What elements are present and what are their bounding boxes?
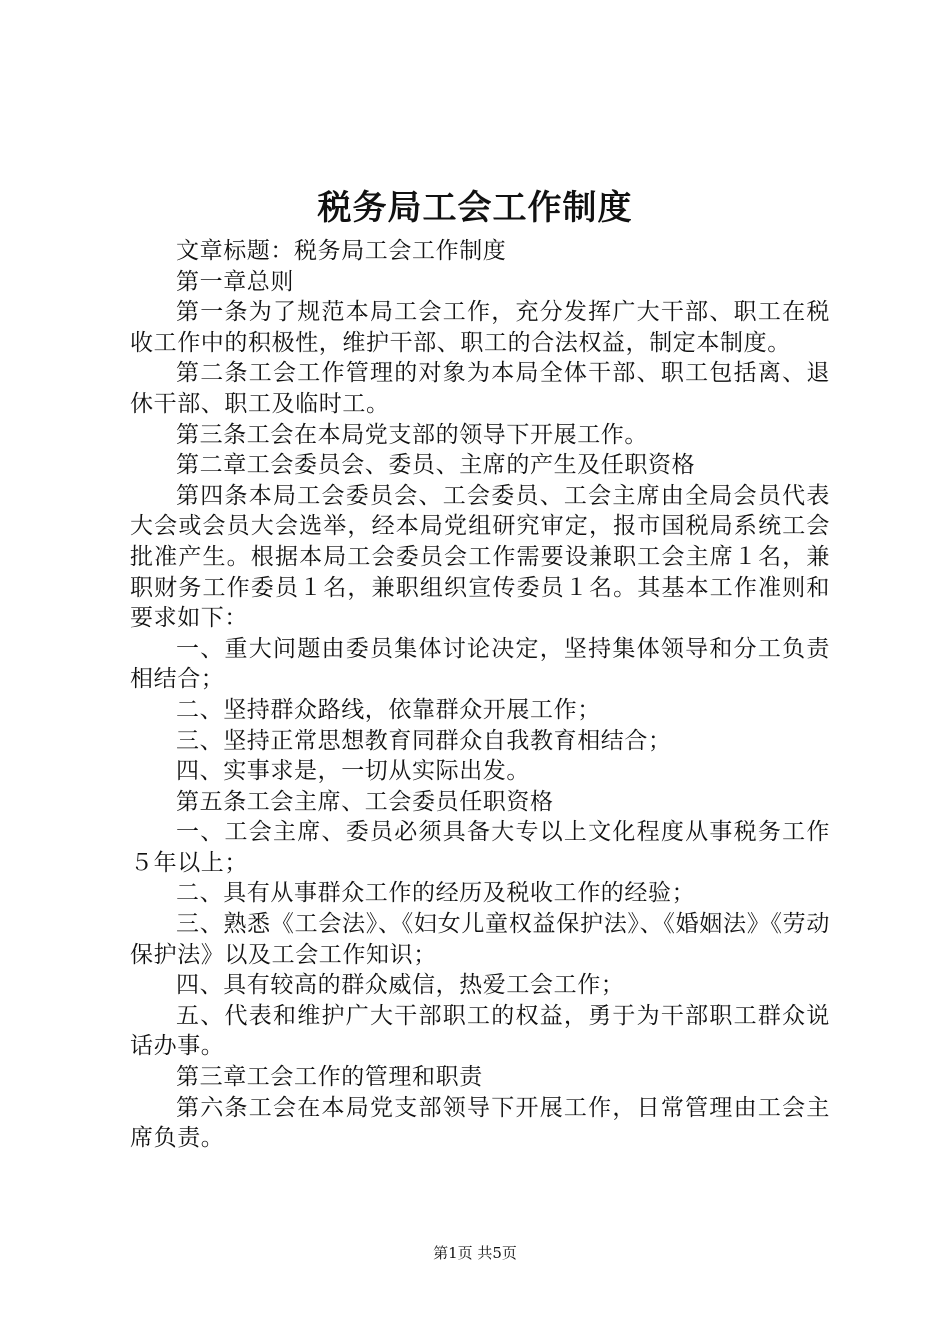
paragraph: 第一条为了规范本局工会工作，充分发挥广大干部、职工在税收工作中的积极性，维护干部、职工的合法权益，制定本制度。 xyxy=(130,299,830,356)
paragraph: 第二章工会委员会、委员、主席的产生及任职资格 xyxy=(176,452,696,479)
paragraph: 第三条工会在本局党支部的领导下开展工作。 xyxy=(176,421,648,448)
document-body xyxy=(130,236,830,1154)
paragraph: 三、坚持正常思想教育同群众自我教育相结合； xyxy=(176,727,672,754)
document-title: 税务局工会工作制度 xyxy=(317,188,633,228)
paragraph: 一、工会主席、委员必须具备大专以上文化程度从事税务工作５年以上； xyxy=(130,819,830,876)
paragraph: 第三章工会工作的管理和职责 xyxy=(176,1064,483,1091)
page-footer: 第1页 共5页 xyxy=(433,1244,517,1262)
paragraph: 二、坚持群众路线，依靠群众开展工作； xyxy=(176,696,601,723)
paragraph: 第六条工会在本局党支部领导下开展工作，日常管理由工会主席负责。 xyxy=(130,1094,830,1152)
paragraph: 二、具有从事群众工作的经历及税收工作的经验； xyxy=(176,880,696,907)
paragraph: 四、具有较高的群众威信，热爱工会工作； xyxy=(176,972,625,999)
paragraph: 第四条本局工会委员会、工会委员、工会主席由全局会员代表大会或会员大会选举，经本局党组研究审定，报市国税局系统工会批准产生。根据本局工会委员会工作需要设兼职工会主席１名，兼职财务工作委员１名，兼职组织宣传委员１名。其基本工作准则和要求如下： xyxy=(130,482,830,632)
paragraph: 第一章总则 xyxy=(176,268,294,295)
paragraph: 三、熟悉《工会法》、《妇女儿童权益保护法》、《婚姻法》《劳动保护法》以及工会工作知识； xyxy=(130,911,830,968)
paragraph: 第二条工会工作管理的对象为本局全体干部、职工包括离、退休干部、职工及临时工。 xyxy=(130,360,830,417)
paragraph: 文章标题：税务局工会工作制度 xyxy=(176,238,507,264)
paragraph: 一、重大问题由委员集体讨论决定，坚持集体领导和分工负责相结合； xyxy=(130,635,830,693)
paragraph: 五、代表和维护广大干部职工的权益，勇于为干部职工群众说话办事。 xyxy=(130,1002,830,1060)
paragraph: 四、实事求是，一切从实际出发。 xyxy=(176,758,530,785)
paragraph: 第五条工会主席、工会委员任职资格 xyxy=(176,788,554,815)
